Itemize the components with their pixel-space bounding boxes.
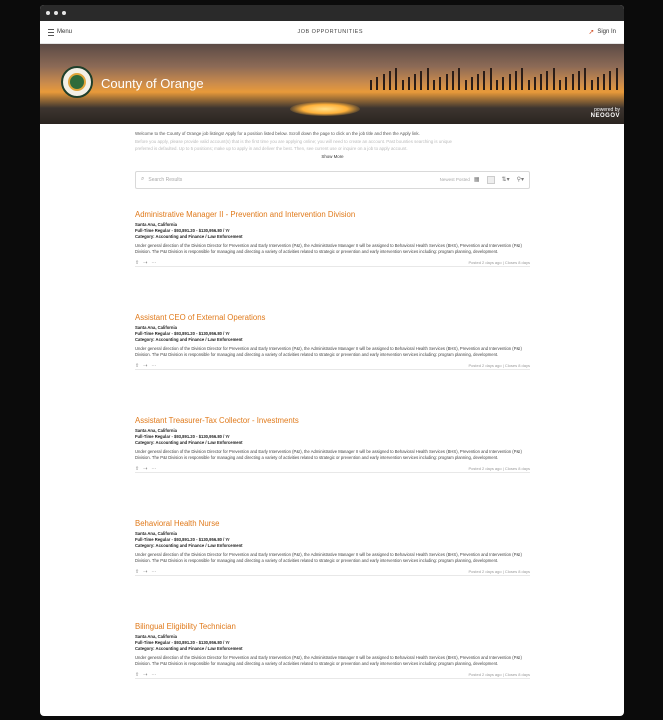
job-description: Under general direction of the Division Director for Prevention and Early Intervention (P&I), the Administrative Manager II will be assigned to Behavioral Health Services (BHS), Prevention and Intervention (P&I) Division. The P&I Division is responsible for managing and directing a variety of activities related to strategic or prevention and early intervention services including: program planning, development. [135,346,522,358]
pier-post [546,71,548,90]
job-salary: Full-Time Regular - $93,891.20 - $130,956.80 / Yr [135,228,230,233]
search-bar [135,171,530,189]
pier-post [477,74,479,90]
search-icon: ⌕ [141,176,145,182]
pier-post [528,80,530,90]
pier-post [402,80,404,90]
search-input[interactable]: Search Results [148,176,183,183]
menu-label: Menu [57,29,73,35]
pier-post [597,77,599,90]
pier-post [609,71,611,90]
pier-post [616,68,618,90]
sign-in-label: Sign In [597,29,616,35]
grid-view-icon[interactable]: ▦ [473,177,480,183]
pier-post [553,68,555,90]
page-title: JOB OPPORTUNITIES [297,29,363,35]
posted-date: Posted 2 days ago | Closes 8 days [468,672,530,678]
job-location: Santa Ana, California [135,634,177,639]
pier-post [540,74,542,90]
pier-post [591,80,593,90]
job-footer [135,466,530,472]
posted-date: Posted 2 days ago | Closes 8 days [468,569,530,575]
pier-post [458,68,460,90]
neogov-logo: NEOGOV [590,113,620,119]
top-navigation [40,21,624,44]
job-description: Under general direction of the Division Director for Prevention and Early Intervention (P&I), the Administrative Manager II will be assigned to Behavioral Health Services (BHS), Prevention and Intervention (P&I) Division. The P&I Division is responsible for managing and directing a variety of activities related to strategic or prevention and early intervention services including: program planning, development. [135,243,522,255]
pier-post [471,77,473,90]
powered-by-neogov[interactable] [591,107,620,119]
job-category: Category: Accounting and Finance / Law Enforcement [135,337,243,342]
hero-banner [40,44,624,124]
pier-post [370,80,372,90]
job-footer [135,260,530,266]
job-location: Santa Ana, California [135,428,177,433]
job-category: Category: Accounting and Finance / Law Enforcement [135,440,243,445]
job-description: Under general direction of the Division Director for Prevention and Early Intervention (P&I), the Administrative Manager II will be assigned to Behavioral Health Services (BHS), Prevention and Intervention (P&I) Division. The P&I Division is responsible for managing and directing a variety of activities related to strategic or prevention and early intervention services including: program planning, development. [135,552,522,564]
list-view-icon[interactable] [487,176,495,184]
sign-in-icon: ➚ [588,29,595,36]
pier-post [389,71,391,90]
pier-post [515,71,517,90]
job-title-link[interactable]: Assistant Treasurer-Tax Collector - Investments [135,416,299,425]
job-listing [135,313,530,370]
save-job-icon[interactable]: ⇧ [135,362,140,369]
job-category: Category: Accounting and Finance / Law Enforcement [135,646,243,651]
pier-post [603,74,605,90]
job-location: Santa Ana, California [135,325,177,330]
welcome-line: Welcome to the County of Orange job listings! Apply for a position listed below. Scroll down the page to click on the job title and then the Apply link. [135,131,420,136]
posted-date: Posted 2 days ago | Closes 8 days [468,466,530,472]
posted-date: Posted 2 days ago | Closes 8 days [468,260,530,266]
pier-post [414,74,416,90]
pier-post [452,71,454,90]
job-listing [135,210,530,267]
hamburger-icon [48,29,54,36]
job-salary: Full-Time Regular - $93,891.20 - $130,956.80 / Yr [135,640,230,645]
job-salary: Full-Time Regular - $93,891.20 - $130,956.80 / Yr [135,537,230,542]
sunset-glow [290,102,360,116]
job-salary: Full-Time Regular - $93,891.20 - $130,956.80 / Yr [135,331,230,336]
powered-by-label: powered by [594,107,620,113]
pier-post [408,77,410,90]
pier-post [490,68,492,90]
pier-post [433,80,435,90]
welcome-line: preferred is defaulted. Up to 5 positions; make up to apply in and deliver the best. Then, see current use or inquire on a job to apply account. [135,146,408,151]
save-job-icon[interactable]: ⇧ [135,568,140,575]
save-job-icon[interactable]: ⇧ [135,671,140,678]
job-category: Category: Accounting and Finance / Law Enforcement [135,234,243,239]
job-salary: Full-Time Regular - $93,891.20 - $130,956.80 / Yr [135,434,230,439]
pier-post [509,74,511,90]
more-icon[interactable]: ⋯ [151,362,157,369]
job-title-link[interactable]: Behavioral Health Nurse [135,519,220,528]
county-name: County of Orange [101,76,204,91]
job-title-link[interactable]: Administrative Manager II - Prevention and Intervention Division [135,210,356,219]
pier-post [439,77,441,90]
sort-icon[interactable]: ⇅▾ [501,177,510,183]
menu-button[interactable] [48,29,72,36]
pier-post [483,71,485,90]
filter-icon[interactable]: ⚲▾ [516,177,524,183]
save-job-icon[interactable]: ⇧ [135,259,140,266]
window-dot-icon[interactable] [62,11,66,15]
job-meta [135,222,530,240]
job-footer [135,363,530,369]
window-dot-icon[interactable] [54,11,58,15]
show-more-link[interactable]: Show More [321,153,344,159]
pier-post [534,77,536,90]
more-icon[interactable]: ⋯ [151,671,157,678]
job-listing [135,519,530,576]
welcome-line: Before you apply, please provide valid account(s) that is the first time you are applying online; you will need to create an account. Past bounties searching is unique [135,138,452,144]
share-icon[interactable]: ⇢ [143,671,148,678]
pier-post [420,71,422,90]
job-listing [135,416,530,473]
job-meta [135,634,530,652]
intro-section [135,130,530,189]
share-icon[interactable]: ⇢ [143,362,148,369]
window-titlebar [40,5,624,21]
job-location: Santa Ana, California [135,531,177,536]
pier-post [572,74,574,90]
window-dot-icon[interactable] [46,11,50,15]
more-icon[interactable]: ⋯ [151,568,157,575]
pier-silhouette [370,62,624,90]
job-listing [135,622,530,679]
seal-emblem-icon [68,73,86,91]
pier-post [395,68,397,90]
pier-post [496,80,498,90]
pier-post [559,80,561,90]
job-meta [135,325,530,343]
pier-post [502,77,504,90]
job-footer [135,569,530,575]
pier-post [383,74,385,90]
sign-in-button[interactable] [588,28,616,36]
share-icon[interactable]: ⇢ [143,465,148,472]
save-job-icon[interactable]: ⇧ [135,465,140,472]
pier-post [427,68,429,90]
pier-post [446,74,448,90]
sort-select[interactable]: Newest Posted [439,177,470,182]
share-icon[interactable]: ⇢ [143,568,148,575]
job-meta [135,428,530,446]
pier-post [565,77,567,90]
posted-date: Posted 2 days ago | Closes 8 days [468,363,530,369]
job-category: Category: Accounting and Finance / Law Enforcement [135,543,243,548]
job-title-link[interactable]: Assistant CEO of External Operations [135,313,266,322]
job-description: Under general direction of the Division Director for Prevention and Early Intervention (P&I), the Administrative Manager II will be assigned to Behavioral Health Services (BHS), Prevention and Intervention (P&I) Division. The P&I Division is responsible for managing and directing a variety of activities related to strategic or prevention and early intervention services including: program planning, development. [135,449,522,461]
browser-window [40,5,624,716]
county-seal-logo[interactable] [61,66,93,98]
more-icon[interactable]: ⋯ [151,465,157,472]
welcome-text [135,130,530,153]
pier-post [521,68,523,90]
pier-post [465,80,467,90]
more-icon[interactable]: ⋯ [151,259,157,266]
pier-post [584,68,586,90]
job-title-link[interactable]: Bilingual Eligibility Technician [135,622,236,631]
job-footer [135,672,530,678]
job-meta [135,531,530,549]
job-location: Santa Ana, California [135,222,177,227]
job-description: Under general direction of the Division Director for Prevention and Early Intervention (P&I), the Administrative Manager II will be assigned to Behavioral Health Services (BHS), Prevention and Intervention (P&I) Division. The P&I Division is responsible for managing and directing a variety of activities related to strategic or prevention and early intervention services including: program planning, development. [135,655,522,667]
pier-post [578,71,580,90]
pier-post [376,77,378,90]
share-icon[interactable]: ⇢ [143,259,148,266]
